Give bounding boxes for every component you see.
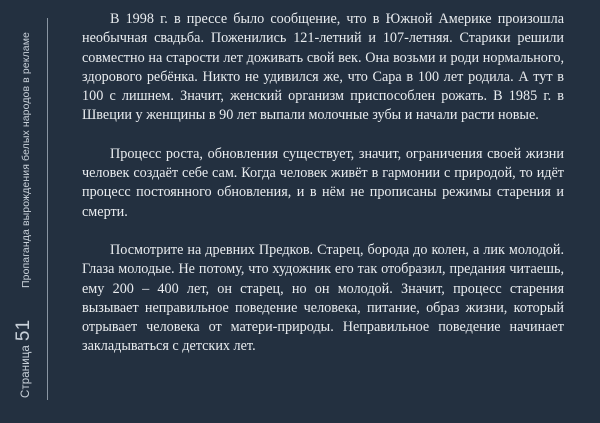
paragraph-1: В 1998 г. в прессе было сообщение, что в Южной Америке произошла необычная свадьба. Поженились 121-летний и 107-летняя. Старики решили совместно на старости лет доживать свой век. Она возьми и роди нормального, здорового ребёнка. Никто не удивился же, что Сара в 100 лет родила. А тут в 100 с лишнем. Значит, женский организм приспособлен рожать. В 1985 г. в Швеции у женщины в 90 лет выпали молочные зубы и начали расти новые. [82,11,564,124]
body-text [82,10,564,376]
page-label: Страница [20,345,32,398]
page-number: 51 [13,319,34,342]
paragraph-2: Процесс роста, обновления существует, значит, ограничения своей жизни человек создаёт себе сам. Когда человек живёт в гармонии с природой, то идёт процесс постоянного обновления, и в нём не прописаны режимы старения и смерти. [82,145,564,220]
sidebar-vertical-text [13,32,35,398]
paragraph-3: Посмотрите на древних Предков. Старец, борода до колен, а лик молодой. Глаза молодые. Не потому, что художник его так отобразил, предания читаешь, ему 200 – 400 лет, он старец, но он молодой. Значит, процесс старения вызывает неправильное поведение человека, питание, образ жизни, который отрывает человека от матери-природы. Неправильное поведение начинает закладываться с детских лет. [82,241,564,355]
sidebar [0,0,48,423]
sidebar-divider [47,18,48,400]
section-title: Пропаганда вырождения белых народов в рекламе [20,32,32,289]
